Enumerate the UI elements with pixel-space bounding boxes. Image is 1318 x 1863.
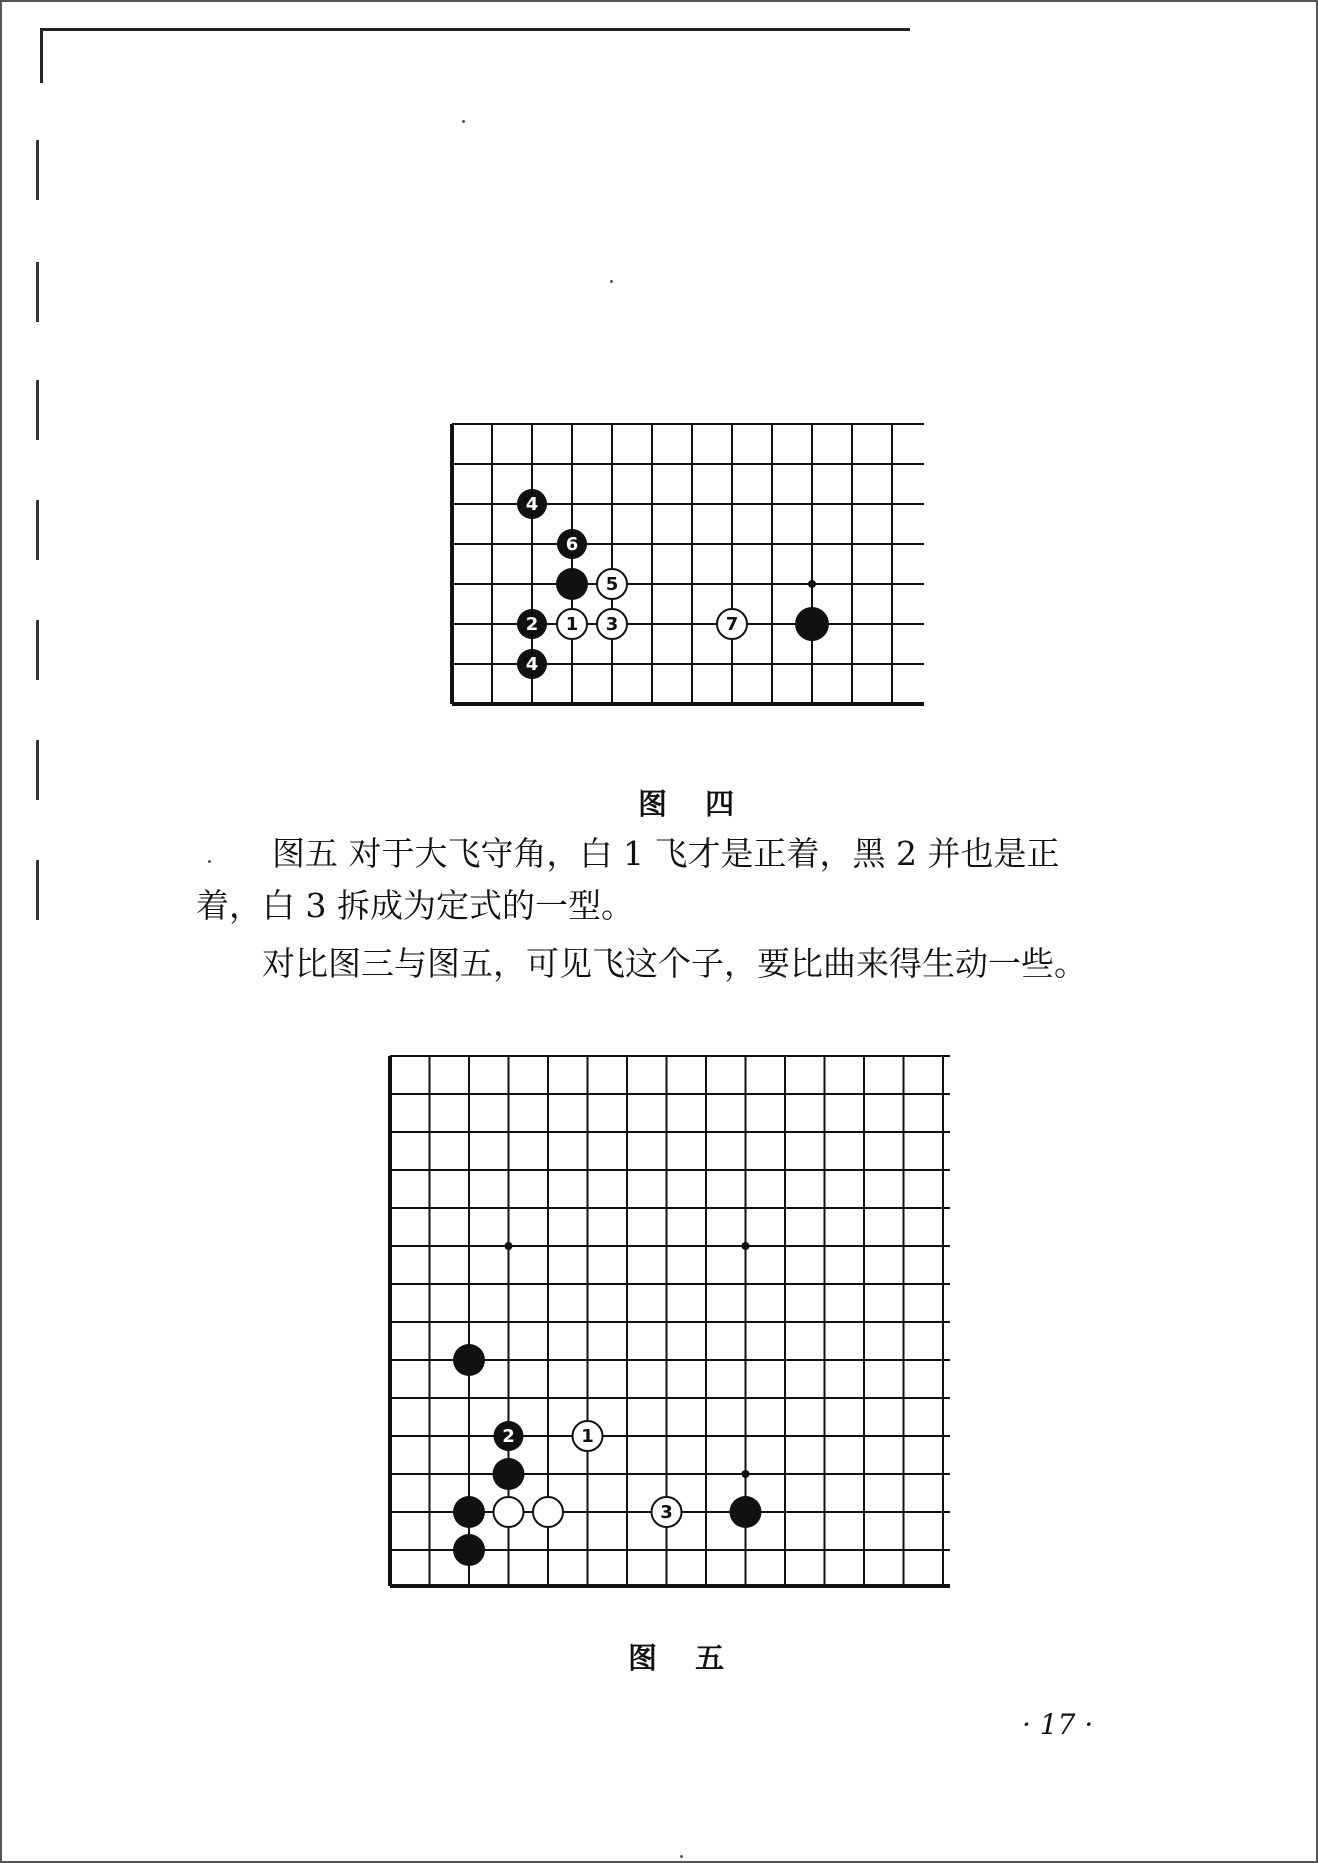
black-stone: [556, 568, 588, 600]
margin-mark: [36, 740, 39, 800]
black-stone: [453, 1496, 485, 1528]
scan-speck: [680, 1855, 683, 1858]
figure5-caption: 图 五: [628, 1641, 739, 1675]
black-stone: [453, 1534, 485, 1566]
white-stone: [494, 1497, 524, 1527]
stone-label: 4: [525, 654, 539, 675]
white-stone: [533, 1497, 563, 1527]
scan-speck: [208, 860, 211, 863]
scan-speck: [610, 280, 613, 283]
star-point: [742, 1242, 750, 1250]
paragraph-line: [196, 880, 1196, 932]
paragraph-comparison: 对比图三与图五，可见飞这个子，要比曲来得生动一些。: [262, 944, 1087, 983]
stone-label: 2: [502, 1426, 515, 1447]
stone-label: 7: [725, 614, 739, 635]
paragraph-line-text: 图五 对于大飞守角，白 1 飞才是正着，黑 2 并也是正: [272, 834, 1060, 873]
stone-label: 2: [525, 614, 539, 635]
stone-label: 3: [660, 1502, 673, 1523]
black-stone: [730, 1496, 762, 1528]
page-number: · 17 ·: [1022, 1708, 1094, 1741]
black-stone: [493, 1458, 525, 1490]
black-stone: [453, 1344, 485, 1376]
stone-label: 3: [605, 614, 619, 635]
stone-label: 4: [525, 494, 539, 515]
stone-label: 1: [581, 1426, 594, 1447]
margin-mark: [36, 860, 39, 920]
margin-mark: [36, 380, 39, 440]
margin-mark: [36, 140, 39, 200]
margin-mark: [36, 500, 39, 560]
stone-label: 6: [565, 534, 579, 555]
paragraph-figure5-explanation: [196, 828, 1196, 932]
paragraph-line: [196, 828, 1196, 880]
go-diagram-figure5: [384, 1052, 956, 1590]
black-stone: [795, 607, 829, 641]
margin-mark: [36, 262, 39, 322]
paragraph-line-text: 着，白 3 拆成为定式的一型。: [196, 886, 634, 925]
star-point: [742, 1470, 750, 1478]
margin-mark: [36, 620, 39, 680]
go-diagram-figure4: [440, 420, 930, 710]
figure4-caption: 图 四: [638, 787, 749, 821]
stone-label: 1: [565, 614, 579, 635]
header-rule-left: [40, 28, 43, 83]
header-rule: [40, 28, 910, 31]
scan-speck: [462, 120, 465, 123]
star-point: [808, 580, 816, 588]
star-point: [505, 1242, 513, 1250]
stone-label: 5: [605, 574, 619, 595]
